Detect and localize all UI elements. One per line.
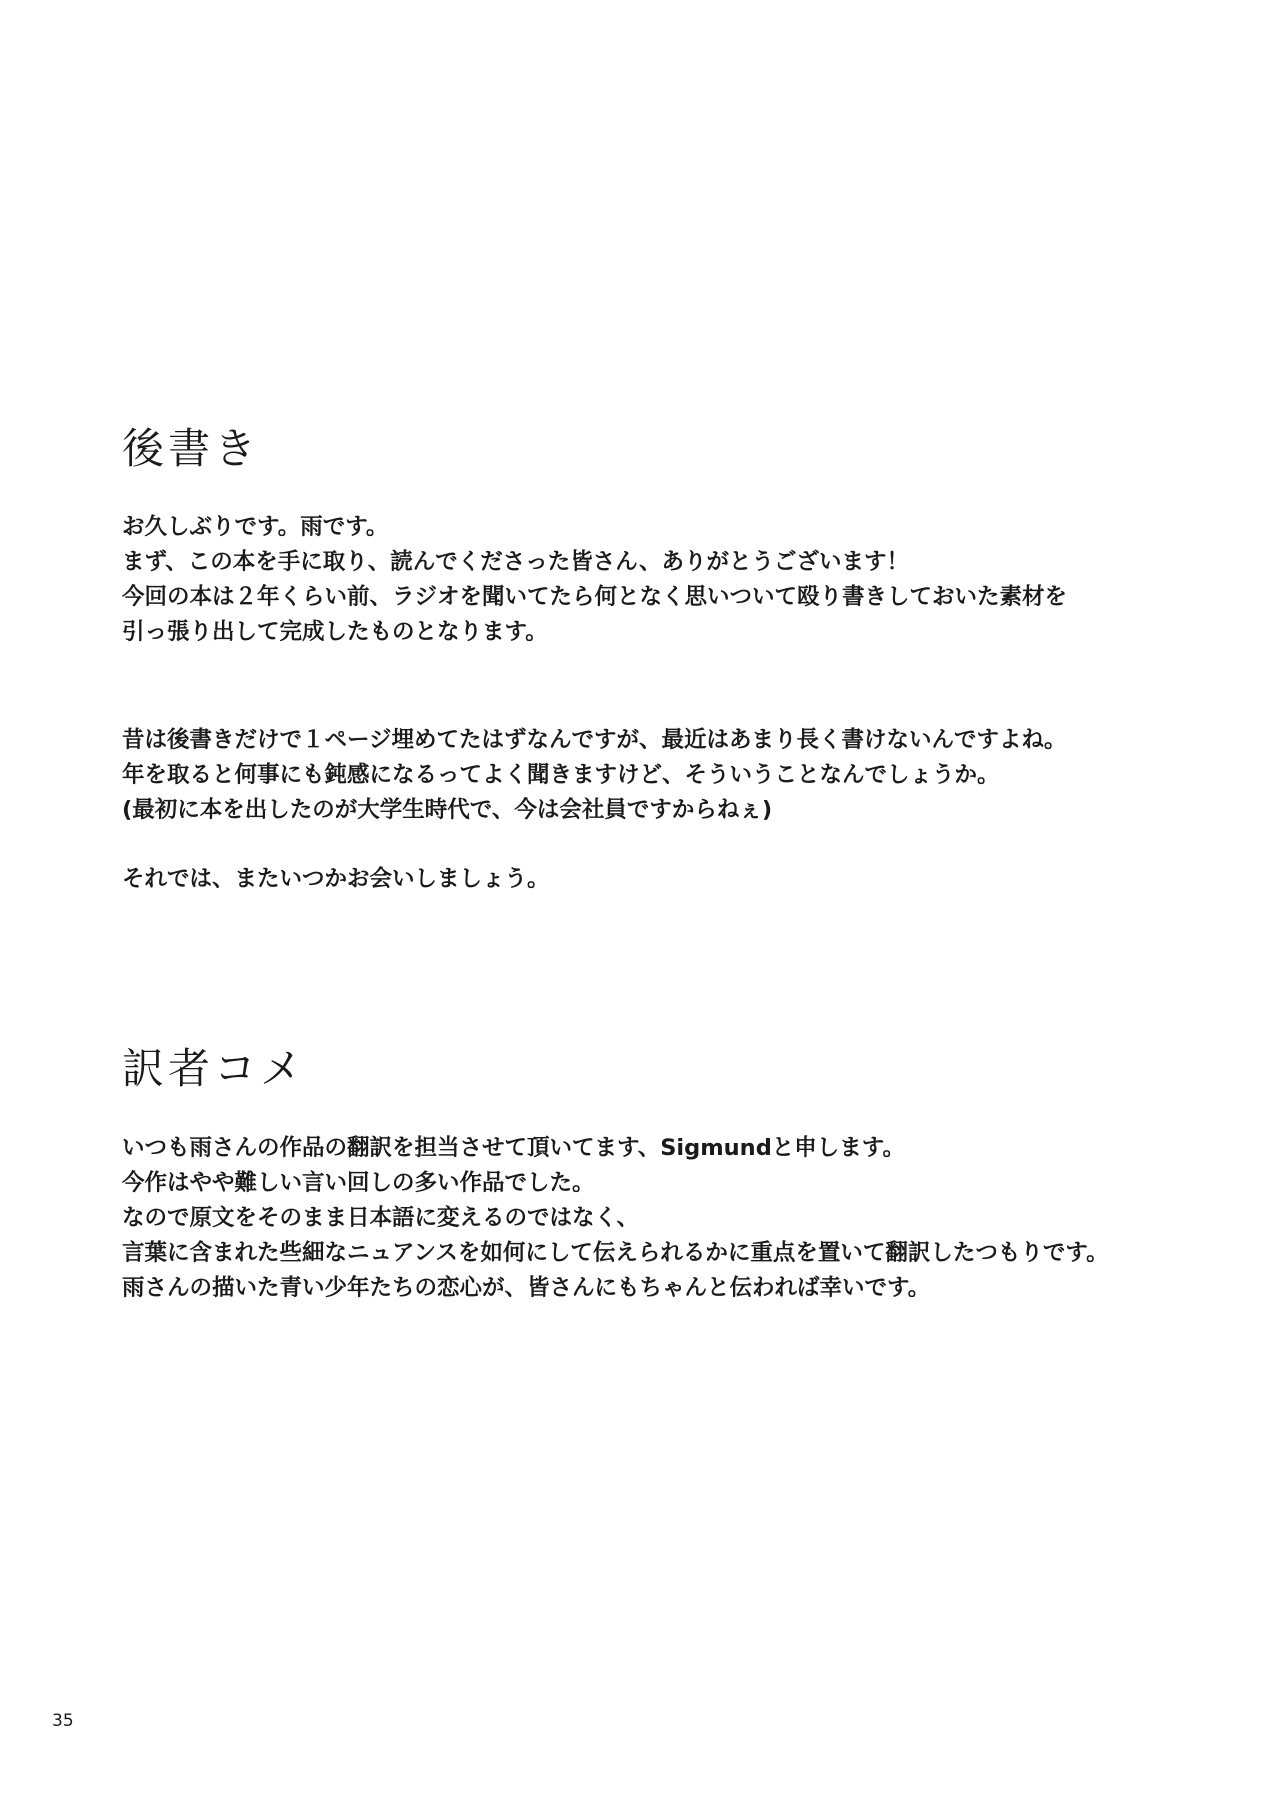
translator-comment-heading: 訳者コメ — [122, 1044, 307, 1093]
afterword-paragraph-1 — [122, 510, 1067, 650]
text-line: まず、この本を手に取り、読んでくださった皆さん、ありがとうございます！ — [122, 549, 910, 575]
text-line: 昔は後書きだけで１ページ埋めてたはずなんですが、最近はあまり長く書けないんですよね。 — [122, 727, 1067, 753]
text-line: 雨さんの描いた青い少年たちの恋心が、皆さんにもちゃんと伝われば幸いです。 — [122, 1275, 931, 1301]
text-line: 今作はやや難しい言い回しの多い作品でした。 — [122, 1170, 595, 1196]
text-line: (最初に本を出したのが大学生時代で、今は会社員ですからねぇ) — [122, 797, 773, 823]
text-line: 今回の本は２年くらい前、ラジオを聞いてたら何となく思いついて殴り書きしておいた素材を — [122, 584, 1068, 610]
translator-comment-paragraph — [122, 1131, 1109, 1306]
afterword-paragraph-2 — [122, 723, 1067, 828]
text-line: なので原文をそのまま日本語に変えるのではなく、 — [122, 1205, 640, 1231]
text-line: お久しぶりです。雨です。 — [122, 514, 389, 540]
text-line: 年を取ると何事にも鈍感になるってよく聞きますけど、そういうことなんでしょうか。 — [122, 762, 1000, 788]
text-line: 言葉に含まれた些細なニュアンスを如何にして伝えられるかに重点を置いて翻訳したつもりです。 — [122, 1240, 1109, 1266]
text-line: それでは、またいつかお会いしましょう。 — [122, 866, 550, 892]
text-line: いつも雨さんの作品の翻訳を担当させて頂いてます、Sigmundと申します。 — [122, 1135, 906, 1161]
afterword-heading: 後書き — [122, 424, 261, 473]
text-line: 引っ張り出して完成したものとなります。 — [122, 619, 548, 645]
page-number: 35 — [52, 1711, 74, 1731]
afterword-paragraph-3 — [122, 862, 550, 897]
